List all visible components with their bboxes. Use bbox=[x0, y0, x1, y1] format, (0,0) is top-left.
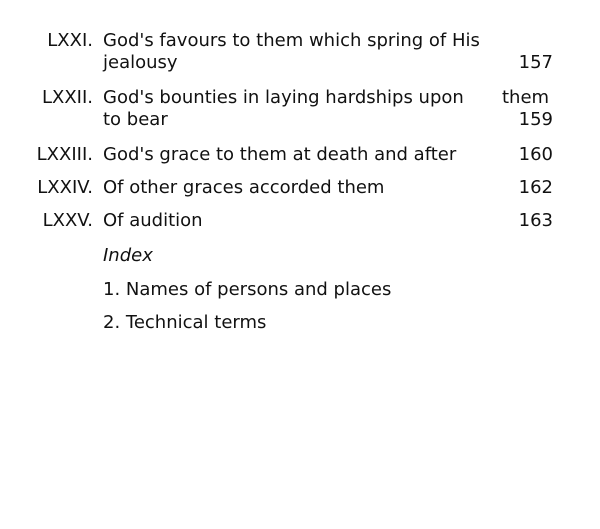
page-number: 157 bbox=[518, 52, 553, 73]
chapter-title: God's favours to them which spring of His bbox=[103, 30, 480, 51]
page-number: 160 bbox=[518, 144, 553, 165]
chapter-title-continued: to bear bbox=[103, 109, 168, 130]
chapter-number: LXXIV. bbox=[37, 177, 93, 198]
chapter-title-continued: jealousy bbox=[103, 52, 178, 73]
chapter-number: LXXI. bbox=[47, 30, 93, 51]
chapter-number: LXXV. bbox=[42, 210, 93, 231]
chapter-title: Of audition bbox=[103, 210, 203, 231]
chapter-number: LXXIII. bbox=[36, 144, 93, 165]
chapter-title-overflow: them bbox=[502, 87, 550, 108]
chapter-number: LXXII. bbox=[41, 87, 93, 108]
index-item: 2. Technical terms bbox=[103, 312, 267, 333]
page-number: 162 bbox=[518, 177, 553, 198]
chapter-title: God's bounties in laying hardships upon bbox=[103, 87, 464, 108]
chapter-title: God's grace to them at death and after bbox=[103, 144, 457, 165]
page-number: 159 bbox=[518, 109, 553, 130]
index-heading: Index bbox=[103, 245, 153, 266]
chapter-title: Of other graces accorded them bbox=[103, 177, 385, 198]
page-number: 163 bbox=[518, 210, 553, 231]
index-item: 1. Names of persons and places bbox=[103, 279, 392, 300]
